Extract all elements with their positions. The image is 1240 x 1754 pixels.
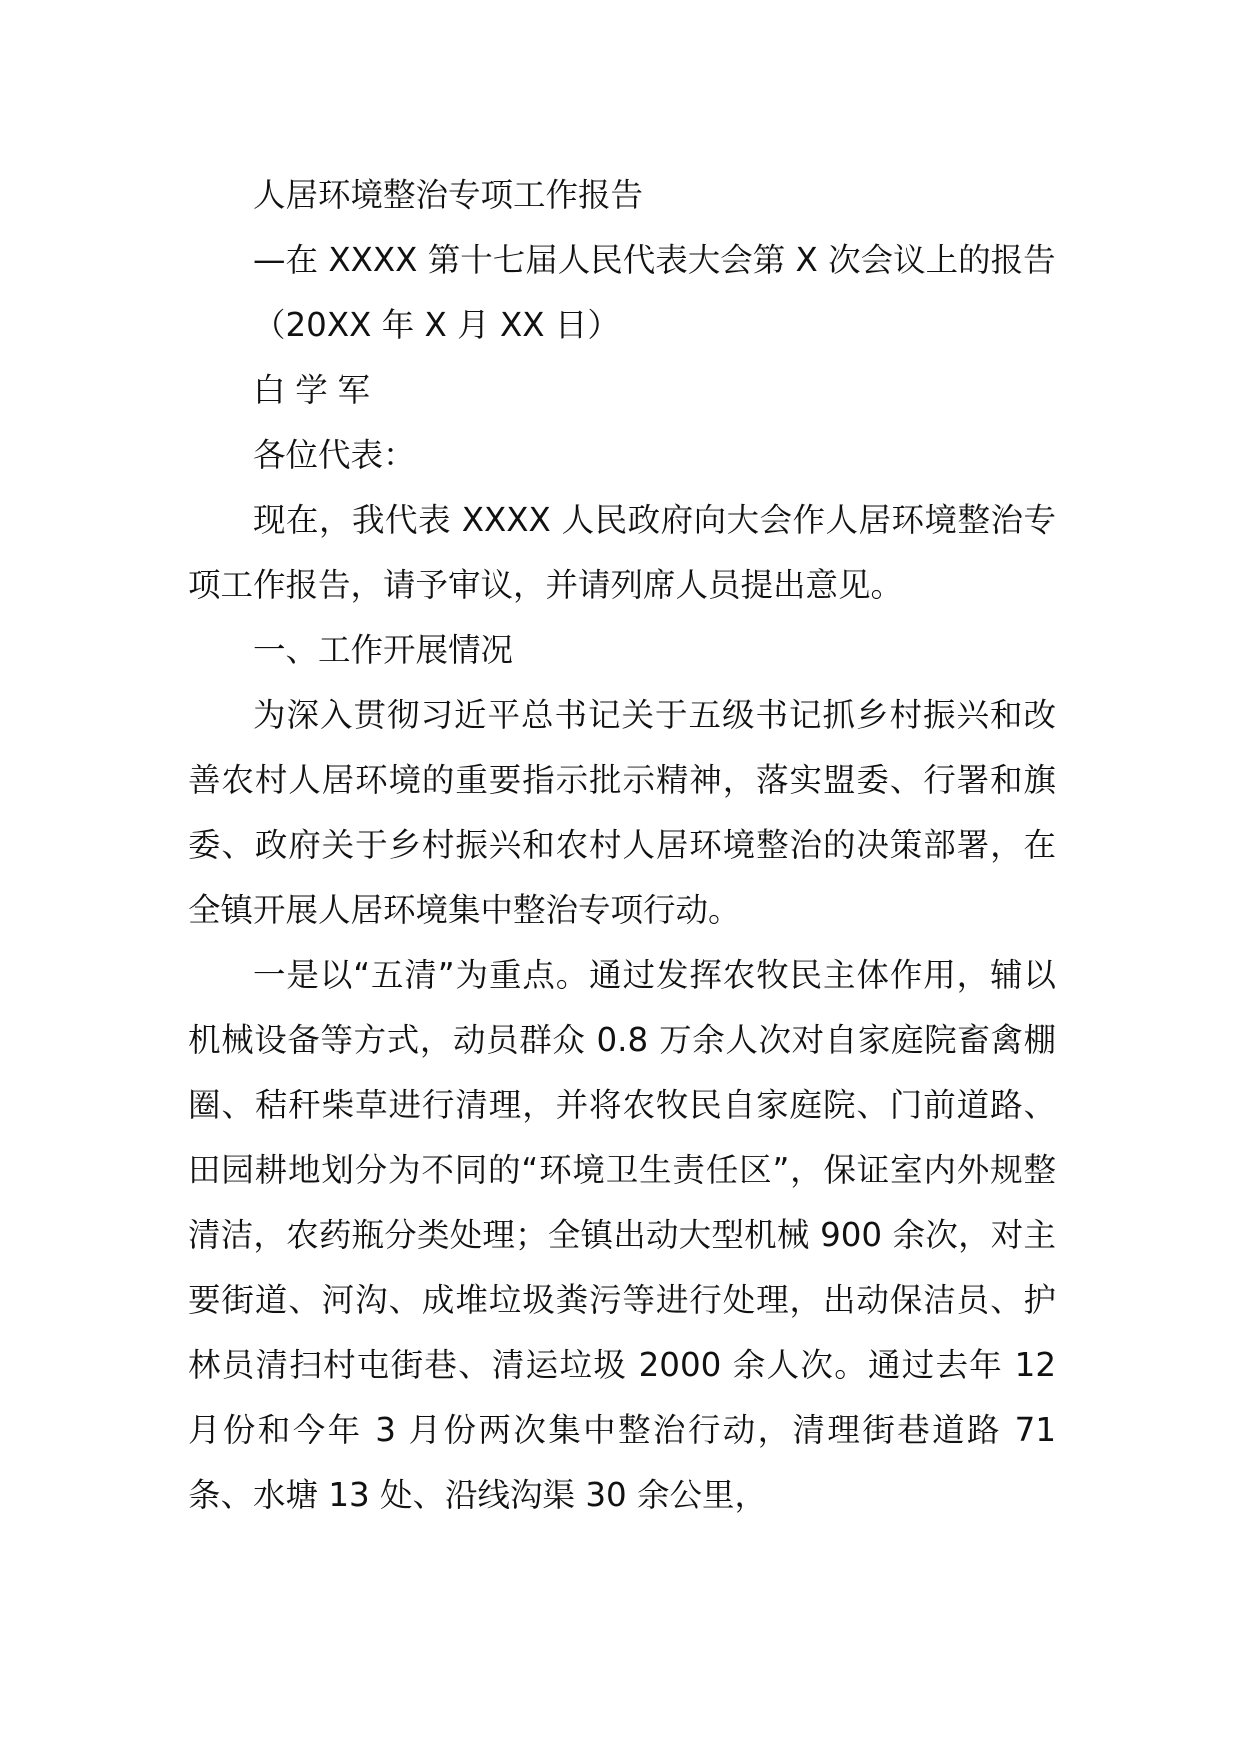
document-date: （20XX 年 X 月 XX 日） — [253, 306, 620, 344]
salutation: 各位代表： — [253, 436, 416, 474]
document-body — [188, 163, 1056, 1528]
body-paragraph: 为深入贯彻习近平总书记关于五级书记抓乡村振兴和改善农村人居环境的重要指示批示精神，落实盟委、行署和旗委、政府关于乡村振兴和农村人居环境整治的决策部署，在全镇开展人居环境集中整治专项行动。 — [188, 696, 1056, 929]
section-heading: 一、工作开展情况 — [253, 631, 514, 669]
document-subtitle: —在 XXXX 第十七届人民代表大会第 X 次会议上的报告 — [253, 241, 1056, 279]
document-author: 白学军 — [253, 371, 380, 409]
document-title: 人居环境整治专项工作报告 — [253, 176, 644, 214]
intro-paragraph: 现在，我代表 XXXX 人民政府向大会作人居环境整治专项工作报告，请予审议，并请列席人员提出意见。 — [188, 501, 1056, 604]
body-paragraph: 一是以“五清”为重点。通过发挥农牧民主体作用，辅以机械设备等方式，动员群众 0.8 万余人次对自家庭院畜禽棚圈、秸秆柴草进行清理，并将农牧民自家庭院、门前道路、田园耕地划分为不同的“环境卫生责任区”，保证室内外规整清洁，农药瓶分类处理；全镇出动大型机械 900 余次，对主要街道、河沟、成堆垃圾粪污等进行处理，出动保洁员、护林员清扫村屯街巷、清运垃圾 2000 余人次。通过去年 12 月份和今年 3 月份两次集中整治行动，清理街巷道路 71 条、水塘 13 处、沿线沟渠 30 余公里， — [188, 956, 1056, 1514]
